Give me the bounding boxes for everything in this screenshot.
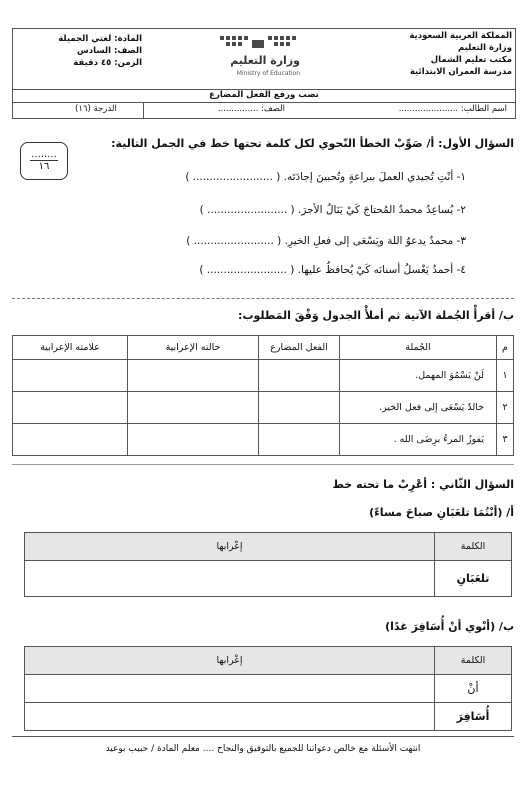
ministry-logo — [212, 32, 304, 82]
answer-cell[interactable] — [128, 360, 259, 392]
answer-cell[interactable] — [259, 392, 340, 424]
header-school: مدرسة العمران الابتدائية — [409, 67, 512, 77]
answer-cell[interactable] — [25, 703, 435, 731]
row-sentence: خالدٌ يَسْعَى إلى فعل الخير. — [340, 392, 497, 424]
q1-title: السؤال الأول: أ/ صَوِّبْ الخطأ النّحوي لكل كلمة تحتها خط في الجمل التالية: — [111, 137, 514, 150]
student-name-field[interactable]: اسم الطالب: ...................... — [398, 104, 507, 114]
header-school-info — [382, 30, 512, 78]
info-divider — [143, 102, 144, 118]
table-row — [13, 424, 514, 456]
row-number: ٢ — [497, 392, 514, 424]
answer-cell[interactable] — [13, 360, 128, 392]
word-cell: تلعَبَانِ — [435, 561, 512, 597]
q1b-table — [12, 335, 514, 456]
q1-sentence-3: ٣- محمدٌ يدعوُ اللهَ ويَسْعَى إلى فعلِ الخيرِ. ( ........................ ) — [186, 235, 466, 247]
q2a-sentence: أ/ (أنْتُمَا تلعَبَانِ صباحَ مساءً) — [369, 506, 514, 519]
col-sign: علامته الإعرابية — [13, 336, 128, 360]
col-parsing: إعْرابها — [25, 647, 435, 675]
q1-score-box — [20, 142, 68, 180]
q2b-table — [24, 646, 512, 731]
q1-sentence-2: ٢- يُساعِدُ محمدٌ المُحتاجَ كَيْ يَنَالُ الأجرَ. ( ........................ ) — [199, 204, 466, 216]
header-country: المملكة العربية السعودية — [409, 31, 512, 41]
answer-cell[interactable] — [259, 360, 340, 392]
page-title: نصب ورفع الفعل المضارع — [12, 88, 516, 103]
col-verb: الفعل المضارع — [259, 336, 340, 360]
row-sentence: يَفوزُ المرءُ برِضَى الله . — [340, 424, 497, 456]
header-subject-info — [22, 33, 142, 69]
header-time: الزمن: ٤٥ دقيقة — [73, 58, 142, 68]
student-info-bar — [12, 102, 516, 119]
q2-title: السؤال الثّاني : أعْرِبْ ما تحته خط — [332, 478, 514, 491]
table-header-row — [13, 336, 514, 360]
score-blank[interactable]: ........ — [31, 149, 57, 160]
section-separator — [12, 298, 514, 299]
answer-cell[interactable] — [13, 392, 128, 424]
logo-text-ar: وزارة التعليم — [230, 54, 300, 67]
header-office: مكتب تعليم الشمال — [430, 55, 512, 65]
table-row — [13, 360, 514, 392]
table-row — [25, 675, 512, 703]
word-cell: أنْ — [435, 675, 512, 703]
header-ministry: وزارة التعليم — [458, 43, 512, 53]
q2b-sentence: ب/ (أنْوي أنْ أُسَافِرَ غدًا) — [385, 620, 514, 633]
header-subject: المادة: لغتي الجميلة — [58, 34, 142, 44]
footer-rule — [12, 736, 514, 737]
row-sentence: لَنْ يَسْمُوَ المهمل. — [340, 360, 497, 392]
table-row — [13, 392, 514, 424]
table-row — [25, 561, 512, 597]
col-parsing: إعْرابها — [25, 533, 435, 561]
row-number: ٣ — [497, 424, 514, 456]
col-word: الكلمة — [435, 647, 512, 675]
q2a-table — [24, 532, 512, 597]
header-grade: الصف: السادس — [77, 46, 142, 56]
q1b-title: ب/ أقرأْ الجُملة الآتية ثم أملأْ الجدول وَفْقَ المَطلوب: — [238, 309, 514, 322]
score-total: ١٦ — [38, 161, 50, 172]
section-separator — [12, 464, 514, 465]
score-label: الدرجة (١٦) — [75, 104, 117, 114]
col-word: الكلمة — [435, 533, 512, 561]
answer-cell[interactable] — [13, 424, 128, 456]
answer-cell[interactable] — [25, 561, 435, 597]
logo-text-en: Ministry of Education — [236, 70, 300, 77]
class-field[interactable]: الصف: ............... — [217, 104, 285, 114]
word-cell: أُسَافِرَ — [435, 703, 512, 731]
q1-sentence-1: ١- أنْتِ تُجيدي العملَ ببراعةٍ وتُحبينَ إجادَتَه. ( ........................ ) — [185, 171, 466, 183]
row-number: ١ — [497, 360, 514, 392]
footer-text: انتهت الأسئلة مع خالص دعواتنا للجميع بالتوفيق والنجاح .... معلم المادة / حبيب بوعيد — [105, 744, 421, 754]
table-header-row — [25, 533, 512, 561]
table-row — [25, 703, 512, 731]
answer-cell[interactable] — [128, 392, 259, 424]
answer-cell[interactable] — [259, 424, 340, 456]
q1-sentence-4: ٤- أحمدُ يَغْسلُ أسنانَه كَيْ يُحافظُ عليها. ( ........................ ) — [199, 264, 466, 276]
col-number: م — [497, 336, 514, 360]
col-sentence: الجُملة — [340, 336, 497, 360]
answer-cell[interactable] — [128, 424, 259, 456]
answer-cell[interactable] — [25, 675, 435, 703]
col-case: حالته الإعرابية — [128, 336, 259, 360]
table-header-row — [25, 647, 512, 675]
